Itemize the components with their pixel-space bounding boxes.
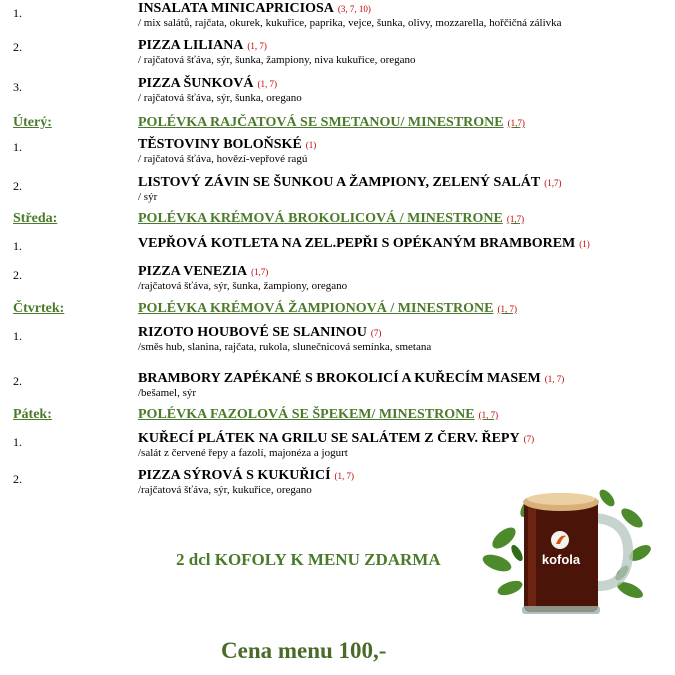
item-name: PIZZA VENEZIA (1,7) <box>138 264 269 279</box>
item-name: PIZZA SÝROVÁ S KUKUŘICÍ (1, 7) <box>138 468 355 483</box>
day-label: Pátek: <box>13 407 52 422</box>
item-allergens: (7) <box>370 328 382 338</box>
item-number: 1. <box>13 435 22 449</box>
menu-price: Cena menu 100,- <box>221 638 387 663</box>
item-description: /směs hub, slanina, rajčata, rukola, slunečnicová semínka, smetana <box>138 341 432 353</box>
item-allergens: (1, 7) <box>257 79 278 89</box>
item-allergens: (7) <box>523 434 535 444</box>
item-name: BRAMBORY ZAPÉKANÉ S BROKOLICÍ A KUŘECÍM MASEM (1, 7) <box>138 371 565 386</box>
item-name: KUŘECÍ PLÁTEK NA GRILU SE SALÁTEM Z ČERV. ŘEPY (7) <box>138 431 535 446</box>
item-name: LISTOVÝ ZÁVIN SE ŠUNKOU A ŽAMPIONY, ZELENÝ SALÁT (1,7) <box>138 175 562 190</box>
item-allergens: (1, 7) <box>334 471 355 481</box>
soup-of-day: POLÉVKA KRÉMOVÁ BROKOLICOVÁ / MINESTRONE (1,7) <box>138 211 525 226</box>
item-name: VEPŘOVÁ KOTLETA NA ZEL.PEPŘI S OPÉKANÝM BRAMBOREM (1) <box>138 236 590 251</box>
soup-of-day: POLÉVKA FAZOLOVÁ SE ŠPEKEM/ MINESTRONE (1, 7) <box>138 407 499 422</box>
item-number: 1. <box>13 329 22 343</box>
item-number: 2. <box>13 268 22 282</box>
item-allergens: (3, 7, 10) <box>337 4 371 14</box>
soup-allergens: (1,7) <box>507 118 525 128</box>
kofola-mug-image <box>482 478 652 618</box>
item-name: PIZZA ŠUNKOVÁ (1, 7) <box>138 76 278 91</box>
item-description: /bešamel, sýr <box>138 387 197 399</box>
day-label: Středa: <box>13 211 58 226</box>
day-label: Úterý: <box>13 115 52 130</box>
item-description: / rajčatová šťáva, hovězí-vepřové ragú <box>138 153 308 165</box>
item-description: / sýr <box>138 191 158 203</box>
item-description: / mix salátů, rajčata, okurek, kukuřice, paprika, vejce, šunka, olivy, mozzarella, hořčičná zálivka <box>138 17 562 29</box>
item-description: /rajčatová šťáva, sýr, kukuřice, oregano <box>138 484 312 496</box>
item-allergens: (1,7) <box>544 178 562 188</box>
item-description: /rajčatová šťáva, sýr, šunka, žampiony, oregano <box>138 280 348 292</box>
item-allergens: (1) <box>305 140 317 150</box>
item-name: RIZOTO HOUBOVÉ SE SLANINOU (7) <box>138 325 382 340</box>
item-description: / rajčatová šťáva, sýr, šunka, žampiony, niva kukuřice, oregano <box>138 54 416 66</box>
item-description: /salát z červené řepy a fazolí, majonéza a jogurt <box>138 447 348 459</box>
item-number: 2. <box>13 40 22 54</box>
item-name: PIZZA LILIANA (1, 7) <box>138 38 267 53</box>
soup-of-day: POLÉVKA RAJČATOVÁ SE SMETANOU/ MINESTRONE (1,7) <box>138 115 525 130</box>
item-number: 1. <box>13 140 22 154</box>
soup-allergens: (1,7) <box>506 214 525 224</box>
item-allergens: (1) <box>579 239 590 249</box>
item-number: 2. <box>13 472 22 486</box>
promo-text: 2 dcl KOFOLY K MENU ZDARMA <box>176 550 441 569</box>
day-label: Čtvrtek: <box>13 301 65 316</box>
item-number: 3. <box>13 80 22 94</box>
soup-allergens: (1, 7) <box>478 410 499 420</box>
item-number: 1. <box>13 239 22 253</box>
item-name: TĚSTOVINY BOLOŇSKÉ (1) <box>138 137 317 152</box>
kofola-logo: kofola <box>541 552 581 567</box>
item-name: INSALATA MINICAPRICIOSA (3, 7, 10) <box>138 1 371 16</box>
item-allergens: (1, 7) <box>544 374 565 384</box>
item-allergens: (1,7) <box>251 267 269 277</box>
item-number: 2. <box>13 374 22 388</box>
soup-allergens: (1, 7) <box>497 304 517 314</box>
item-number: 2. <box>13 179 22 193</box>
item-description: / rajčatová šťáva, sýr, šunka, oregano <box>138 92 302 104</box>
soup-of-day: POLÉVKA KRÉMOVÁ ŽAMPIONOVÁ / MINESTRONE (1, 7) <box>138 301 517 316</box>
item-number: 1. <box>13 6 22 20</box>
item-allergens: (1, 7) <box>247 41 267 51</box>
